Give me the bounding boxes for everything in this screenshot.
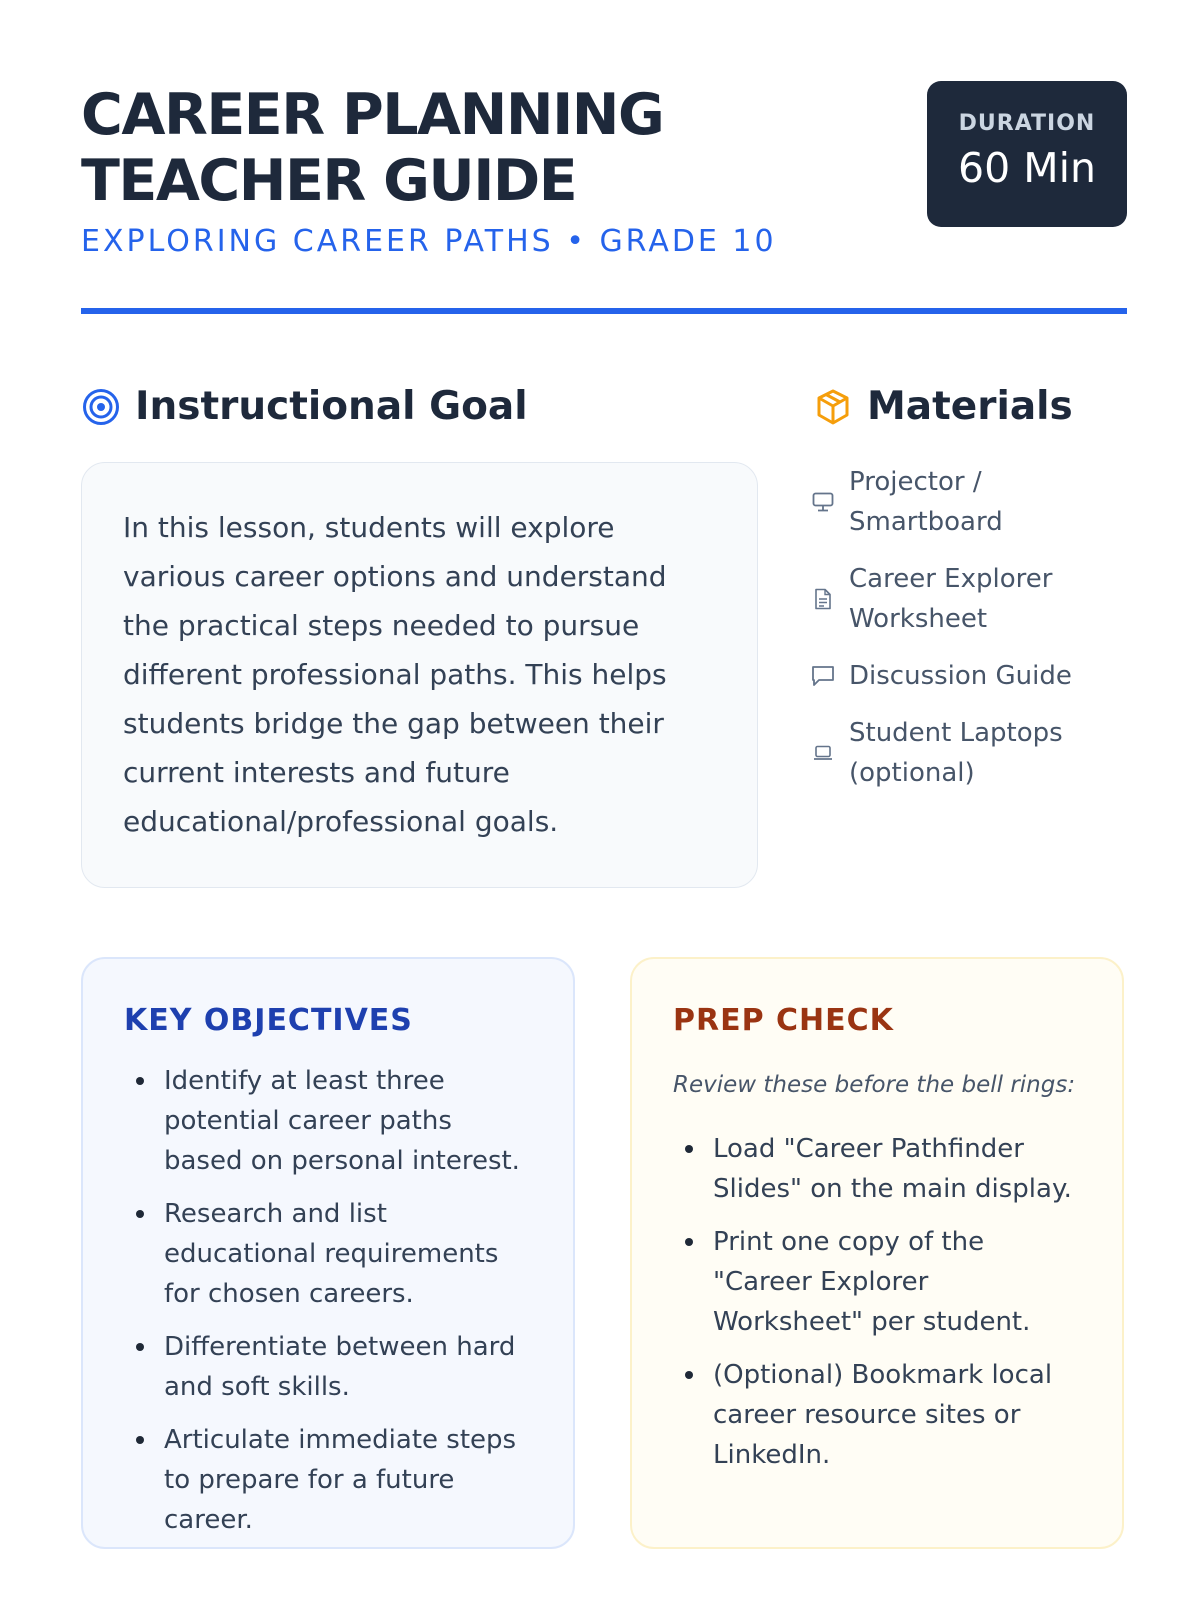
teacher-guide-page [81,0,1127,1600]
objective-item: Identify at least three potential career paths based on personal interest. [164,1061,533,1181]
monitor-icon [811,490,835,514]
duration-label: DURATION [958,111,1096,136]
prep-check-note: Review these before the bell rings: [673,1072,1076,1098]
prep-item: (Optional) Bookmark local career resource sites or LinkedIn. [713,1355,1082,1475]
target-icon [81,387,121,427]
title-line-1: CAREER PLANNING [81,82,664,148]
prep-list [673,1129,1082,1475]
prep-item: Load "Career Pathfinder Slides" on the main display. [713,1129,1082,1209]
title-line-2: TEACHER GUIDE [81,148,577,214]
package-icon [813,387,853,427]
duration-badge [927,81,1127,227]
header [81,78,1127,318]
prep-check-card [630,957,1124,1549]
materials-item-projector [811,462,1127,542]
goal-text: In this lesson, students will explore various career options and understand the practical steps needed to pursue different professional paths. This helps students bridge the gap between their current interests and future educational/professional goals. [123,511,667,838]
goal-heading-text: Instructional Goal [135,384,528,429]
objective-item: Research and list educational requirements for chosen careers. [164,1194,533,1314]
materials-heading [813,384,1073,429]
chat-icon [811,664,835,688]
objectives-list [124,1061,533,1540]
materials-item-worksheet [811,559,1127,639]
page-subtitle: EXPLORING CAREER PATHS • GRADE 10 [81,224,777,259]
key-objectives-heading: KEY OBJECTIVES [124,1003,413,1038]
materials-heading-text: Materials [867,384,1073,429]
duration-value: 60 Min [958,144,1096,192]
materials-item-label: Career Explorer Worksheet [849,564,1053,634]
objective-item: Differentiate between hard and soft skills. [164,1327,533,1407]
laptop-icon [811,741,835,765]
materials-item-label: Projector / Smartboard [849,467,1003,537]
prep-item: Print one copy of the "Career Explorer Worksheet" per student. [713,1222,1082,1342]
header-divider [81,308,1127,314]
document-icon [811,587,835,611]
objective-item: Articulate immediate steps to prepare for a future career. [164,1420,533,1540]
goal-box [81,462,758,888]
materials-item-label: Student Laptops (optional) [849,718,1063,788]
materials-item-discussion-guide [811,656,1127,696]
goal-heading [81,384,528,429]
key-objectives-card [81,957,575,1549]
materials-list [811,462,1127,810]
materials-item-laptops [811,713,1127,793]
materials-item-label: Discussion Guide [849,661,1072,691]
page-title [81,82,663,214]
prep-check-heading: PREP CHECK [673,1003,894,1038]
